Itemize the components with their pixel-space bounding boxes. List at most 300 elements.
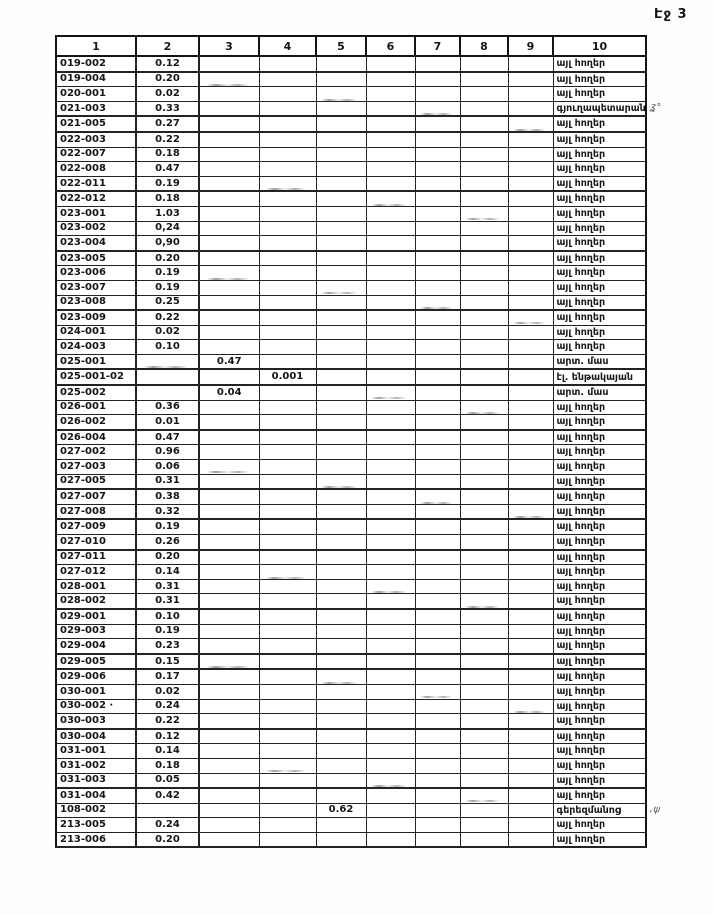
value-cell	[415, 832, 460, 847]
value-cell	[259, 147, 316, 162]
value-cell	[415, 744, 460, 759]
value-cell	[508, 445, 553, 460]
value-cell	[415, 295, 460, 310]
value-cell	[415, 788, 460, 803]
value-cell	[259, 773, 316, 788]
value-cell	[366, 744, 415, 759]
value-cell	[415, 489, 460, 504]
parcel-code-cell: 030-004	[56, 729, 136, 744]
land-type-cell: այլ հողեր	[553, 176, 646, 191]
value-cell	[259, 430, 316, 445]
parcel-code-cell: 027-010	[56, 535, 136, 550]
value-cell	[508, 803, 553, 818]
value-cell	[415, 87, 460, 102]
value-cell	[460, 280, 508, 295]
value-cell	[366, 773, 415, 788]
value-cell	[415, 147, 460, 162]
value-cell	[316, 699, 366, 714]
parcel-code-cell: 027-012	[56, 565, 136, 580]
parcel-code-cell: 024-001	[56, 325, 136, 340]
value-cell	[199, 400, 259, 415]
value-cell	[460, 699, 508, 714]
value-cell	[415, 550, 460, 565]
value-cell	[366, 504, 415, 519]
value-cell	[199, 519, 259, 534]
value-cell	[316, 415, 366, 430]
land-type-cell: այլ հողեր	[553, 519, 646, 534]
parcel-code-cell: 031-003	[56, 773, 136, 788]
value-cell	[316, 729, 366, 744]
value-cell	[366, 280, 415, 295]
value-cell	[415, 729, 460, 744]
parcel-code-cell: 022-008	[56, 162, 136, 177]
value-cell	[259, 639, 316, 654]
value-cell	[508, 354, 553, 369]
table-row	[56, 221, 646, 236]
value-cell	[316, 818, 366, 833]
table-row	[56, 758, 646, 773]
value-cell	[366, 565, 415, 580]
value-cell	[259, 415, 316, 430]
value-cell	[199, 654, 259, 670]
value-cell	[316, 714, 366, 729]
value-cell	[259, 654, 316, 670]
value-cell	[508, 266, 553, 281]
land-type-cell: այլ հողեր	[553, 489, 646, 504]
value-cell: 0,90	[136, 236, 199, 251]
value-cell	[460, 639, 508, 654]
value-cell	[415, 624, 460, 639]
value-cell	[259, 519, 316, 534]
value-cell	[199, 788, 259, 803]
value-cell	[460, 430, 508, 445]
value-cell	[316, 788, 366, 803]
value-cell	[460, 325, 508, 340]
value-cell	[366, 72, 415, 87]
value-cell	[259, 594, 316, 609]
land-type-cell: այլ հողեր	[553, 535, 646, 550]
value-cell	[366, 758, 415, 773]
value-cell	[366, 609, 415, 624]
value-cell: 0.24	[136, 818, 199, 833]
value-cell	[415, 191, 460, 206]
value-cell	[415, 684, 460, 699]
value-cell	[366, 56, 415, 72]
value-cell: 0.23	[136, 639, 199, 654]
value-cell	[415, 236, 460, 251]
value-cell	[316, 609, 366, 624]
value-cell	[460, 579, 508, 594]
value-cell	[415, 266, 460, 281]
value-cell	[259, 684, 316, 699]
value-cell: 0.22	[136, 310, 199, 325]
value-cell	[199, 369, 259, 385]
value-cell	[199, 310, 259, 325]
value-cell	[415, 803, 460, 818]
value-cell	[316, 87, 366, 102]
value-cell	[460, 354, 508, 369]
table-row	[56, 176, 646, 191]
value-cell: 0.33	[136, 101, 199, 116]
value-cell	[460, 415, 508, 430]
value-cell	[366, 385, 415, 400]
parcel-code-cell: 030-002 ·	[56, 699, 136, 714]
parcel-code-cell: 025-002	[56, 385, 136, 400]
value-cell	[508, 565, 553, 580]
value-cell	[366, 116, 415, 132]
value-cell	[136, 803, 199, 818]
value-cell	[415, 460, 460, 475]
parcel-code-cell: 023-008	[56, 295, 136, 310]
parcel-code-cell: 213-005	[56, 818, 136, 833]
column-header: 3	[199, 36, 259, 56]
value-cell	[199, 445, 259, 460]
value-cell	[366, 818, 415, 833]
value-cell	[460, 684, 508, 699]
value-cell	[366, 729, 415, 744]
value-cell: 0.19	[136, 176, 199, 191]
parcel-code-cell: 027-005	[56, 474, 136, 489]
value-cell	[316, 280, 366, 295]
value-cell: 0.62	[316, 803, 366, 818]
land-type-cell: այլ հողեր	[553, 773, 646, 788]
value-cell	[366, 535, 415, 550]
value-cell	[460, 773, 508, 788]
value-cell	[415, 669, 460, 684]
value-cell	[415, 325, 460, 340]
value-cell	[259, 132, 316, 147]
value-cell	[366, 519, 415, 534]
value-cell	[366, 236, 415, 251]
value-cell	[316, 72, 366, 87]
value-cell	[415, 162, 460, 177]
value-cell	[199, 624, 259, 639]
parcel-code-cell: 027-002	[56, 445, 136, 460]
value-cell	[366, 474, 415, 489]
table-row	[56, 206, 646, 221]
value-cell	[316, 594, 366, 609]
value-cell	[415, 714, 460, 729]
parcel-code-cell: 027-003	[56, 460, 136, 475]
parcel-code-cell: 023-002	[56, 221, 136, 236]
value-cell	[199, 101, 259, 116]
parcel-code-cell: 028-001	[56, 579, 136, 594]
value-cell	[199, 758, 259, 773]
value-cell	[508, 579, 553, 594]
column-header: 5	[316, 36, 366, 56]
value-cell	[259, 758, 316, 773]
value-cell	[415, 251, 460, 266]
value-cell: 0.20	[136, 251, 199, 266]
table-row	[56, 474, 646, 489]
parcel-code-cell: 026-001	[56, 400, 136, 415]
value-cell: 0.15	[136, 654, 199, 670]
value-cell	[366, 340, 415, 355]
value-cell	[415, 639, 460, 654]
value-cell	[366, 803, 415, 818]
value-cell	[199, 579, 259, 594]
value-cell	[316, 176, 366, 191]
value-cell	[259, 87, 316, 102]
value-cell	[136, 369, 199, 385]
parcel-code-cell: 026-002	[56, 415, 136, 430]
value-cell: 0.18	[136, 191, 199, 206]
value-cell: 0.38	[136, 489, 199, 504]
column-header: 4	[259, 36, 316, 56]
value-cell: 0.20	[136, 832, 199, 847]
table-row	[56, 565, 646, 580]
value-cell	[366, 654, 415, 670]
value-cell	[199, 550, 259, 565]
parcel-code-cell: 031-001	[56, 744, 136, 759]
value-cell	[136, 385, 199, 400]
land-type-cell: այլ հողեր	[553, 206, 646, 221]
land-type-cell: այլ հողեր	[553, 400, 646, 415]
value-cell	[460, 550, 508, 565]
value-cell	[199, 87, 259, 102]
value-cell: 0.19	[136, 624, 199, 639]
value-cell	[415, 445, 460, 460]
value-cell	[259, 714, 316, 729]
value-cell	[366, 310, 415, 325]
value-cell	[259, 474, 316, 489]
value-cell	[460, 729, 508, 744]
land-type-cell: այլ հողեր	[553, 639, 646, 654]
land-type-cell: գերեզմանոց ,ψ	[553, 803, 646, 818]
table-row	[56, 669, 646, 684]
value-cell	[316, 162, 366, 177]
land-type-cell: այլ հողեր	[553, 832, 646, 847]
table-row	[56, 519, 646, 534]
parcel-code-cell: 022-012	[56, 191, 136, 206]
value-cell: 0.36	[136, 400, 199, 415]
table-row	[56, 654, 646, 670]
parcel-code-cell: 029-001	[56, 609, 136, 624]
parcel-code-cell: 031-004	[56, 788, 136, 803]
parcel-code-cell: 029-004	[56, 639, 136, 654]
value-cell	[460, 714, 508, 729]
value-cell	[366, 400, 415, 415]
value-cell	[508, 684, 553, 699]
table-row	[56, 280, 646, 295]
table-row	[56, 818, 646, 833]
value-cell	[508, 474, 553, 489]
value-cell: 0.02	[136, 325, 199, 340]
parcel-code-cell: 027-008	[56, 504, 136, 519]
land-type-cell: այլ հողեր	[553, 624, 646, 639]
value-cell	[259, 295, 316, 310]
value-cell	[199, 415, 259, 430]
value-cell	[199, 116, 259, 132]
table-row	[56, 430, 646, 445]
value-cell	[259, 340, 316, 355]
land-type-cell: այլ հողեր	[553, 221, 646, 236]
value-cell	[508, 236, 553, 251]
value-cell	[508, 72, 553, 87]
value-cell	[366, 266, 415, 281]
value-cell	[316, 565, 366, 580]
value-cell	[316, 550, 366, 565]
value-cell	[366, 594, 415, 609]
land-type-cell: այլ հողեր	[553, 474, 646, 489]
land-type-cell: էլ. ենթակայան	[553, 369, 646, 385]
table-row	[56, 132, 646, 147]
value-cell	[508, 400, 553, 415]
value-cell	[316, 56, 366, 72]
value-cell	[366, 684, 415, 699]
land-type-cell: արտ. մաս	[553, 354, 646, 369]
value-cell	[460, 385, 508, 400]
value-cell	[460, 519, 508, 534]
value-cell	[508, 385, 553, 400]
value-cell	[366, 354, 415, 369]
value-cell	[508, 773, 553, 788]
parcel-code-cell: 020-001	[56, 87, 136, 102]
value-cell	[460, 535, 508, 550]
value-cell	[199, 744, 259, 759]
land-type-cell: այլ հողեր	[553, 654, 646, 670]
value-cell	[259, 116, 316, 132]
value-cell	[316, 295, 366, 310]
value-cell	[460, 788, 508, 803]
value-cell	[460, 609, 508, 624]
value-cell	[199, 609, 259, 624]
value-cell	[508, 251, 553, 266]
value-cell	[366, 430, 415, 445]
column-header: 10	[553, 36, 646, 56]
value-cell	[508, 519, 553, 534]
table-row	[56, 236, 646, 251]
value-cell	[199, 594, 259, 609]
land-type-cell: այլ հողեր	[553, 714, 646, 729]
value-cell	[460, 236, 508, 251]
table-row	[56, 609, 646, 624]
land-type-cell: այլ հողեր	[553, 729, 646, 744]
value-cell	[508, 669, 553, 684]
value-cell	[316, 535, 366, 550]
land-type-cell: այլ հողեր	[553, 415, 646, 430]
value-cell	[415, 132, 460, 147]
table-row	[56, 639, 646, 654]
value-cell	[316, 744, 366, 759]
value-cell	[415, 654, 460, 670]
table-row	[56, 400, 646, 415]
value-cell: 0.02	[136, 87, 199, 102]
value-cell	[366, 176, 415, 191]
value-cell	[366, 579, 415, 594]
value-cell	[259, 56, 316, 72]
value-cell: 0.04	[199, 385, 259, 400]
value-cell	[259, 72, 316, 87]
value-cell: 0.12	[136, 729, 199, 744]
value-cell: 0.31	[136, 579, 199, 594]
value-cell	[460, 504, 508, 519]
value-cell	[508, 430, 553, 445]
value-cell	[199, 684, 259, 699]
value-cell	[460, 489, 508, 504]
value-cell: 0.27	[136, 116, 199, 132]
table-row	[56, 415, 646, 430]
value-cell	[316, 147, 366, 162]
parcel-code-cell: 027-009	[56, 519, 136, 534]
value-cell	[316, 460, 366, 475]
value-cell: 0.24	[136, 699, 199, 714]
value-cell	[508, 340, 553, 355]
value-cell	[508, 550, 553, 565]
value-cell	[460, 758, 508, 773]
value-cell	[316, 773, 366, 788]
value-cell	[199, 773, 259, 788]
value-cell	[316, 221, 366, 236]
value-cell	[259, 280, 316, 295]
table-row	[56, 460, 646, 475]
parcel-code-cell: 029-005	[56, 654, 136, 670]
value-cell	[508, 310, 553, 325]
value-cell	[366, 325, 415, 340]
table-row	[56, 369, 646, 385]
value-cell	[316, 310, 366, 325]
value-cell	[460, 340, 508, 355]
value-cell	[508, 639, 553, 654]
value-cell	[199, 251, 259, 266]
value-cell	[508, 87, 553, 102]
value-cell	[316, 669, 366, 684]
value-cell: 0.18	[136, 758, 199, 773]
value-cell: 0.19	[136, 266, 199, 281]
value-cell	[199, 147, 259, 162]
value-cell	[259, 609, 316, 624]
value-cell	[415, 385, 460, 400]
value-cell	[199, 832, 259, 847]
value-cell	[366, 415, 415, 430]
column-header: 2	[136, 36, 199, 56]
value-cell	[508, 132, 553, 147]
value-cell	[316, 639, 366, 654]
value-cell	[460, 56, 508, 72]
value-cell	[199, 325, 259, 340]
land-type-cell: այլ հողեր	[553, 594, 646, 609]
table-row	[56, 744, 646, 759]
land-type-cell: այլ հողեր	[553, 550, 646, 565]
value-cell	[259, 191, 316, 206]
parcel-code-cell: 029-006	[56, 669, 136, 684]
value-cell	[415, 758, 460, 773]
value-cell	[508, 101, 553, 116]
parcel-code-cell: 023-005	[56, 251, 136, 266]
value-cell	[259, 162, 316, 177]
value-cell	[508, 594, 553, 609]
table-row	[56, 788, 646, 803]
value-cell	[508, 221, 553, 236]
value-cell	[316, 132, 366, 147]
column-header: 1	[56, 36, 136, 56]
parcel-code-cell: 021-005	[56, 116, 136, 132]
value-cell	[316, 266, 366, 281]
value-cell	[415, 519, 460, 534]
value-cell	[508, 280, 553, 295]
value-cell	[460, 101, 508, 116]
land-type-cell: այլ հողեր	[553, 788, 646, 803]
value-cell	[508, 714, 553, 729]
value-cell	[199, 714, 259, 729]
value-cell	[460, 400, 508, 415]
value-cell	[199, 191, 259, 206]
value-cell	[508, 176, 553, 191]
value-cell	[259, 221, 316, 236]
value-cell	[259, 251, 316, 266]
value-cell	[508, 788, 553, 803]
parcel-code-cell: 021-003	[56, 101, 136, 116]
